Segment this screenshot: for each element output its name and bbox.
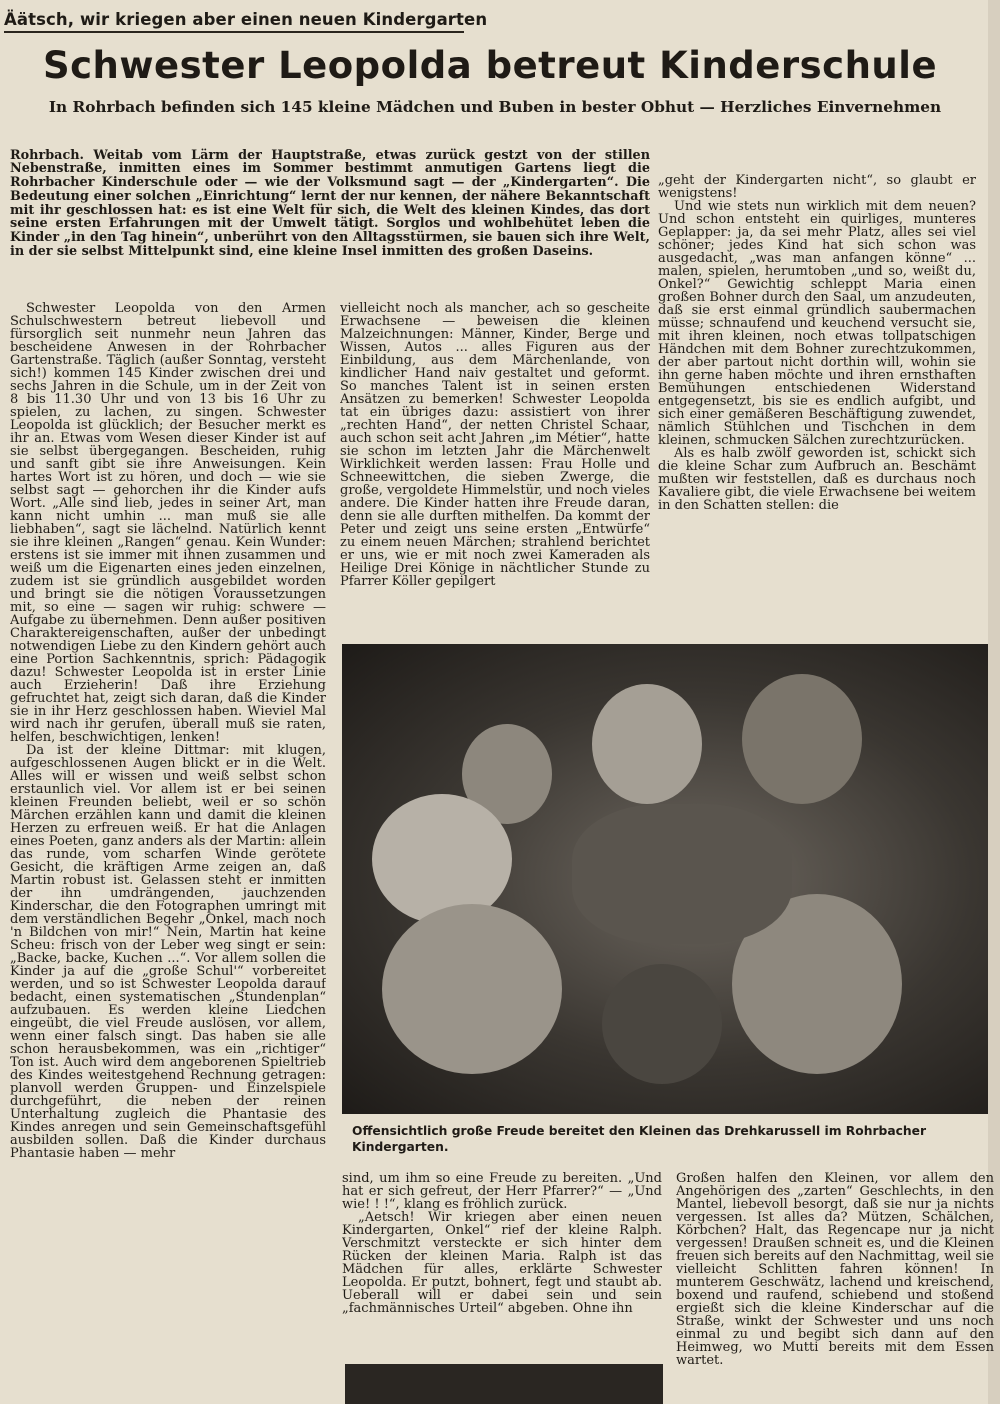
column-1-paragraph-2: Da ist der kleine Dittmar: mit klugen, aufgeschlossenen Augen blickt er in die Welt. Alles will er wissen und weiß selbst schon erstaunlich viel. Vor allem ist er bei seinen kleinen Freunden beliebt, weil er so schön Märchen erzählen kann und damit die kleinen Herzen zu erfreuen weiß. Er hat die Anlagen eines Poeten, ganz anders als der Martin: allein das runde, vom scharfen Winde gerötete Gesicht, die kräftigen Arme zeigen an, daß Martin robust ist. Gelassen steht er inmitten der ihn umdrängenden, jauchzenden Kinderschar, die den Fotographen umringt mit dem verständlichen Begehr „Onkel, mach noch 'n Bildchen von mir!“ Nein, Martin hat keine Scheu: frisch von der Leber weg singt er sein: „Backe, backe, Kuchen ...“. Vor allem sollen die Kinder ja auf die „große Schul'“ vorbereitet werden, und so ist Schwester Leopolda darauf bedacht, einen systematischen „Stundenplan“ aufzubauen. Es werden kleine Liedchen eingeübt, die viel Freude auslösen, vor allem, wenn einer falsch singt. Das haben sie alle schon herausbekommen, was ein „richtiger“ Ton ist. Auch wird dem angeborenen Spieltrieb des Kindes weitestgehend Rechnung getragen: planvoll werden Gruppen- und Einzelspiele durchgeführt, die neben der reinen Unterhaltung zugleich die Phantasie des Kindes anregen und sein Gemeinschaftsgefühl ausbilden sollen. Daß die Kinder durchaus Phantasie haben — mehr — [10, 743, 326, 1161]
kicker: Äätsch, wir kriegen aber einen neuen Kindergarten — [4, 10, 464, 33]
lead-paragraph — [10, 136, 650, 292]
bottom-image-fragment — [345, 1364, 663, 1404]
photo-children-carousel — [342, 644, 988, 1114]
column-4-paragraph-1: sind, um ihm so eine Freude zu bereiten. „Und hat er sich gefreut, der Herr Pfarrer?“ — „Und wie! ! !“, klang es fröhlich zurück. — [342, 1172, 662, 1212]
subhead: In Rohrbach befinden sich 145 kleine Mädchen und Buben in bester Obhut — Herzliches Einvernehmen — [48, 98, 942, 116]
column-2-paragraph-1: vielleicht noch als mancher, ach so gescheite Erwachsene — beweisen die kleinen Malzeichnungen: Männer, Kinder, Berge und Wissen, Autos ... alles Figuren aus der Einbildung, aus dem Märchenlande, von kindlicher Hand naiv gestaltet und geformt. So manches Talent ist in seinen ersten Ansätzen zu bemerken! Schwester Leopolda tat ein übriges dazu: assistiert von ihrer „rechten Hand“, der netten Christel Schaar, auch schon seit acht Jahren „im Métier“, hatte sie schon im letzten Jahr die Märchenwelt Wirklichkeit werden lassen: Frau Holle und Schneewittchen, die sieben Zwerge, die große, vergoldete Himmelstür, und noch vieles andere. Die Kinder hatten ihre Freude daran, denn sie alle durften mithelfen. Da kommt der Peter und zeigt uns seine ersten „Entwürfe“ zu einem neuen Märchen; strahlend berichtet er uns, wie er mit noch zwei Kameraden als Heilige Drei Könige in nächtlicher Stunde zu Pfarrer Köller gepilgert — [340, 302, 650, 589]
column-1-paragraph-1: Schwester Leopolda von den Armen Schulschwestern betreut liebevoll und fürsorglich seit nunmehr neun Jahren das bescheidene Anwesen in der Rohrbacher Gartenstraße. Täglich (außer Sonntag, versteht sich!) kommen 145 Kinder zwischen drei und sechs Jahren in die Schule, um in der Zeit von 8 bis 11.30 Uhr und von 13 bis 16 Uhr zu spielen, zu lachen, zu singen. Schwester Leopolda ist glücklich; der Besucher merkt es ihr an. Etwas vom Wesen dieser Kinder ist auf sie selbst übergegangen. Bescheiden, ruhig und sanft gibt sie ihre Anweisungen. Kein hartes Wort ist zu hören, und doch — wie sie selbst sagt — gehorchen ihr die Kinder aufs Wort. „Alle sind lieb, jedes in seiner Art, man kann nicht umhin ... man muß sie alle liebhaben“, sagt sie lächelnd. Natürlich kennt sie ihre kleinen „Rangen“ genau. Kein Wunder: erstens ist sie immer mit ihnen zusammen und weiß um die Eigenarten eines jeden einzelnen, zudem ist sie gründlich ausgebildet worden und bringt sie die nötigen Voraussetzungen mit, so eine — sagen wir ruhig: schwere — Aufgabe zu übernehmen. Denn außer positiven Charaktereigenschaften, außer der unbedingt notwendigen Liebe zu den Kindern gehört auch eine Portion Sachkenntnis, sprich: Pädagogik dazu! Schwester Leopolda ist in erster Linie auch Erzieherin! Daß ihre Erziehung gefruchtet hat, zeigt sich daran, daß die Kinder sie in ihr Herz geschlossen haben. Wieviel Mal wird nach ihr gerufen, überall muß sie raten, helfen, beschwichtigen, lenken! — [10, 302, 326, 745]
column-5-paragraph-1: Großen halfen den Kleinen, vor allem den Angehörigen des „zarten“ Geschlechts, in den Mantel, liebevoll besorgt, daß sie nur ja nichts vergessen. Ist alles da? Mützen, Schälchen, Körbchen? Halt, das Regencape nur ja nicht vergessen! Draußen schneit es, und die Kleinen freuen sich bereits auf den Nachmittag, weil sie vielleicht Schlitten fahren können! In munterem Geschwätz, lachend und kreischend, boxend und raufend, schiebend und stoßend ergießt sich die kleine Kinderschar auf die Straße, winkt der Schwester und uns noch einmal zu und begibt sich dann auf den Heimweg, wo Mutti bereits mit dem Essen wartet. — [676, 1172, 994, 1368]
column-3-paragraph-2: Und wie stets nun wirklich mit dem neuen? Und schon entsteht ein quirliges, munteres Geplapper: ja, da sei mehr Platz, alles sei viel schöner; jedes Kind hat sich schon was ausgedacht, „was man anfangen könne“ ... malen, spielen, herumtoben „und so, weißt du, Onkel?“ Gewichtig schleppt Maria einen großen Bohner durch den Saal, um anzudeuten, daß sie erst einmal gründlich saubermachen müsse; schnaufend und keuchend versucht sie, mit ihren kleinen, noch etwas tollpatschigen Händchen mit dem Bohner zurechtzukommen, der aber partout nicht dorthin will, wohin sie ihn gerne haben möchte und ihren ernsthaften Bemühungen entschiedenen Widerstand entgegensetzt, bis sie es endlich aufgibt, und sich einer gemäßeren Beschäftigung zuwendet, nämlich Stühlchen und Tischchen in dem kleinen, schmucken Sälchen zurechtzurücken. — [658, 199, 976, 448]
column-3-paragraph-1: „geht der Kindergarten nicht“, so glaubt er wenigstens! — [658, 174, 976, 201]
column-5 — [676, 1172, 994, 1400]
column-2 — [340, 302, 650, 638]
photo-caption: Offensichtlich große Freude bereitet den Kleinen das Drehkarussell im Rohrbacher Kindergarten. — [352, 1124, 927, 1154]
column-3-paragraph-3: Als es halb zwölf geworden ist, schickt sich die kleine Schar zum Aufbruch an. Beschämt mußten wir feststellen, daß es durchaus noch Kavaliere gibt, die viele Erwachsene bei weitem in den Schatten stellen: die — [658, 446, 976, 513]
lead-text: Rohrbach. Weitab vom Lärm der Hauptstraße, etwas zurück gestzt von der stillen Nebenstraße, inmitten eines im Sommer bestimmt anmutigen Gartens liegt die Rohrbacher Kinderschule oder — wie der Volksmund sagt — der „Kindergarten“. Die Bedeutung einer solchen „Einrichtung“ lernt der nur kennen, der nähere Bekanntschaft mit ihr geschlossen hat: es ist eine Welt für sich, die Welt des kleinen Kindes, das dort seine ersten Erfahrungen mit der Umwelt tätigt. Sorglos und wohlbehütet leben die Kinder „in den Tag hinein“, unberührt von den Alltagsstürmen, sie bauen sich ihre Welt, in der sie selbst Mittelpunkt sind, eine kleine Insel inmitten des großen Daseins. — [10, 147, 650, 259]
column-4 — [342, 1172, 662, 1342]
column-3 — [658, 174, 976, 634]
column-1 — [10, 302, 326, 1364]
column-4-paragraph-2: „Aetsch! Wir kriegen aber einen neuen Kindergarten, Onkel“ rief der kleine Ralph. Verschmitzt versteckte er sich hinter dem Rücken der kleinen Maria. Ralph ist das Mädchen für alles, erklärte Schwester Leopolda. Er putzt, bohnert, fegt und staubt ab. Ueberall will er dabei sein und sein „fachmännisches Urteil“ abgeben. Ohne ihn — [342, 1210, 662, 1316]
headline: Schwester Leopolda betreut Kinderschule — [42, 44, 938, 87]
